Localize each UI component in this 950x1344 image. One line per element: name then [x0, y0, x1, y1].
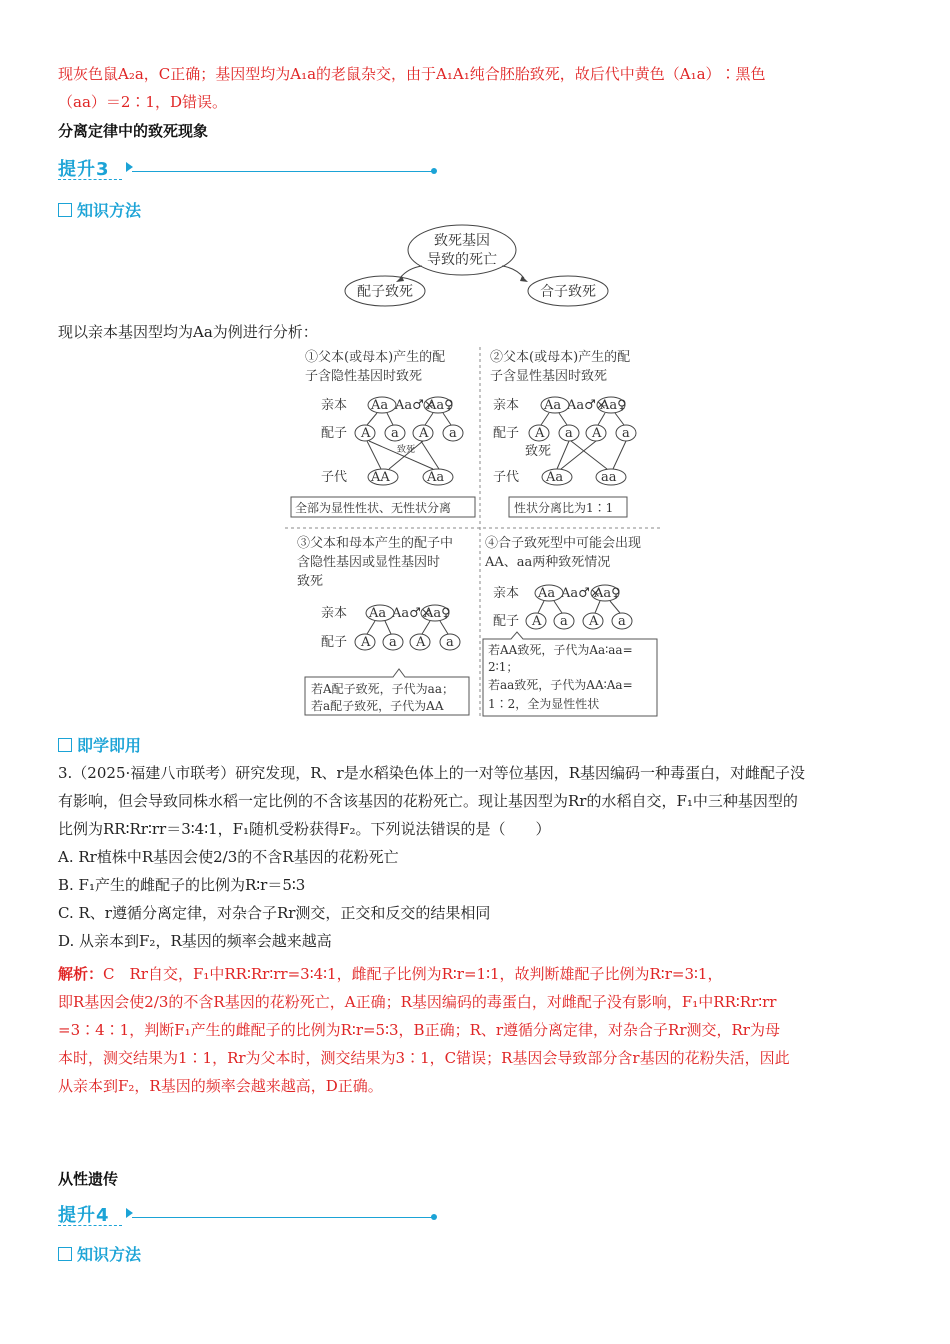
svg-text:Aa: Aa	[369, 606, 387, 621]
p3-box-line1: 若A配子致死，子代为aa；	[311, 682, 454, 696]
lethal-analysis-figure	[285, 345, 665, 720]
svg-text:2∶1；: 2∶1；	[488, 660, 519, 674]
svg-text:aa: aa	[601, 470, 617, 485]
tisheng-label: 提升4	[58, 1205, 110, 1226]
svg-text:A: A	[416, 635, 426, 650]
p1-label-offspring: 子代	[321, 470, 348, 485]
svg-text:含隐性基因或显性基因时: 含隐性基因或显性基因时	[297, 555, 441, 570]
svg-text:亲本: 亲本	[493, 398, 520, 413]
svg-text:致死: 致死	[297, 574, 324, 589]
checkbox-square-icon	[58, 738, 72, 752]
svg-text:a: a	[389, 635, 397, 650]
svg-text:A: A	[535, 426, 545, 441]
svg-text:AA、aa两种致死情况: AA、aa两种致死情况	[485, 555, 611, 570]
option-d: D. 从亲本到F₂，R基因的频率会越来越高	[58, 932, 332, 950]
option-a: A. Rr植株中R基因会使2/3的不含R基因的花粉死亡	[58, 848, 399, 866]
svg-text:Aa♀: Aa♀	[600, 398, 627, 413]
svg-text:1∶2，全为显性性状: 1∶2，全为显性性状	[488, 697, 600, 711]
svg-text:子代: 子代	[493, 470, 520, 485]
svg-text:A: A	[361, 426, 371, 441]
diagram-right-node: 合子致死	[540, 284, 596, 300]
svg-text:a: a	[622, 426, 630, 441]
p1-box-text: 全部为显性性状、无性状分离	[295, 501, 452, 515]
svg-text:Aa♂×: Aa♂×	[392, 606, 432, 621]
svg-text:Aa: Aa	[427, 470, 445, 485]
method-label: 知识方法	[77, 201, 142, 220]
svg-text:若aa致死，子代为AA∶Aa=: 若aa致死，子代为AA∶Aa=	[488, 678, 633, 692]
p1-label-parent: 亲本	[321, 398, 348, 413]
svg-text:亲本: 亲本	[321, 606, 348, 621]
answer-explanation	[58, 960, 898, 1100]
method-heading-2	[58, 1242, 141, 1265]
panel-3	[297, 535, 469, 715]
tisheng-banner-4	[58, 1199, 448, 1229]
diagram-left-node: 配子致死	[357, 284, 413, 300]
svg-text:Aa♂×: Aa♂×	[561, 586, 601, 601]
svg-text:Aa♂×: Aa♂×	[567, 398, 607, 413]
method-label-2: 知识方法	[77, 1245, 142, 1264]
checkbox-square-icon	[58, 203, 72, 217]
question-stem-3: 比例为RR∶Rr∶rr＝3∶4∶1，F₁随机受粉获得F₂。下列说法错误的是（ ）	[58, 820, 551, 838]
svg-text:Aa: Aa	[538, 586, 556, 601]
svg-text:a: a	[446, 635, 454, 650]
svg-text:a: a	[565, 426, 573, 441]
svg-text:亲本: 亲本	[493, 586, 520, 601]
answer-label: 解析：	[58, 965, 104, 983]
svg-text:A: A	[419, 426, 429, 441]
p2-lethal: 致死	[525, 444, 552, 459]
tisheng-banner-3	[58, 153, 448, 183]
answer-line-4: 本时，测交结果为1∶1，Rr为父本时，测交结果为3∶1，C错误；R基因会导致部分含r基因的花粉失活，因此	[58, 1049, 790, 1067]
svg-text:③父本和母本产生的配子中: ③父本和母本产生的配子中	[297, 536, 454, 551]
svg-text:a: a	[391, 426, 399, 441]
svg-text:配子: 配子	[493, 426, 520, 441]
p3-box-line2: 若a配子致死，子代为AA	[311, 699, 444, 713]
panel-4	[483, 535, 657, 716]
svg-text:a: a	[449, 426, 457, 441]
lethal-type-diagram	[330, 222, 630, 310]
svg-text:②父本(或母本)产生的配: ②父本(或母本)产生的配	[490, 350, 631, 365]
svg-text:A: A	[589, 614, 599, 629]
section-title-sex-influenced: 从性遗传	[58, 1170, 119, 1188]
diagram-root-line2: 导致的死亡	[427, 252, 497, 268]
method-heading	[58, 198, 141, 221]
panel-2	[490, 349, 636, 517]
p1-lethal: 致死	[397, 445, 416, 455]
svg-text:A: A	[532, 614, 542, 629]
question-3	[58, 759, 898, 955]
intro-line-1: 现灰色鼠A₂a，C正确；基因型均为A₁a的老鼠杂交，由于A₁A₁纯合胚胎致死，故后代中黄色（A₁a）∶黑色	[58, 65, 766, 83]
apply-label: 即学即用	[77, 736, 142, 755]
svg-text:a: a	[618, 614, 626, 629]
option-b: B. F₁产生的雌配子的比例为R∶r＝5∶3	[58, 876, 306, 894]
svg-text:Aa♀: Aa♀	[427, 398, 454, 413]
svg-text:Aa♀: Aa♀	[594, 586, 621, 601]
svg-text:A: A	[592, 426, 602, 441]
answer-line-3: =3∶4∶1，判断F₁产生的雌配子的比例为R∶r=5∶3，B正确；R、r遵循分离定律，对杂合子Rr测交，Rr为母	[58, 1021, 780, 1039]
section-title-lethal: 分离定律中的致死现象	[58, 122, 209, 140]
analysis-intro: 现以亲本基因型均为Aa为例进行分析：	[58, 323, 318, 341]
svg-text:Aa: Aa	[546, 470, 564, 485]
svg-text:A: A	[361, 635, 371, 650]
answer-line-5: 从亲本到F₂，R基因的频率会越来越高，D正确。	[58, 1077, 383, 1095]
p1-label-gamete: 配子	[321, 426, 348, 441]
p2-box-text: 性状分离比为1∶1	[514, 501, 614, 515]
svg-text:④合子致死型中可能会出现: ④合子致死型中可能会出现	[485, 536, 642, 551]
svg-text:Aa: Aa	[544, 398, 562, 413]
p1-title-2: 子含隐性基因时致死	[305, 369, 423, 384]
svg-text:Aa♀: Aa♀	[424, 606, 451, 621]
svg-text:a: a	[560, 614, 568, 629]
panel-1	[291, 349, 475, 517]
option-c: C. R、r遵循分离定律，对杂合子Rr测交，正交和反交的结果相同	[58, 904, 491, 922]
svg-text:子含显性基因时致死: 子含显性基因时致死	[490, 369, 608, 384]
apply-heading	[58, 733, 141, 756]
diagram-root-line1: 致死基因	[434, 233, 490, 249]
answer-line-2: 即R基因会使2/3的不含R基因的花粉死亡，A正确；R基因编码的毒蛋白，对雌配子没有影响，F₁中RR∶Rr∶rr	[58, 993, 777, 1011]
svg-text:Aa: Aa	[371, 398, 389, 413]
intro-line-2: （aa）＝2∶1，D错误。	[58, 93, 227, 111]
svg-text:若AA致死，子代为Aa∶aa=: 若AA致死，子代为Aa∶aa=	[488, 643, 633, 657]
question-stem-2: 有影响，但会导致同株水稻一定比例的不含该基因的花粉死亡。现让基因型为Rr的水稻自交，F₁中三种基因型的	[58, 792, 798, 810]
checkbox-square-icon	[58, 1247, 72, 1261]
svg-text:配子: 配子	[321, 635, 348, 650]
question-stem-1: 3.（2025·福建八市联考）研究发现，R、r是水稻染色体上的一对等位基因，R基因编码一种毒蛋白，对雌配子没	[58, 764, 806, 782]
answer-line-1: C Rr自交，F₁中RR∶Rr∶rr=3∶4∶1，雌配子比例为R∶r=1∶1，故判断雄配子比例为R∶r=3∶1，	[103, 965, 723, 983]
tisheng-label: 提升3	[58, 159, 110, 180]
svg-text:AA: AA	[371, 470, 390, 485]
intro-paragraph	[58, 60, 898, 116]
p1-title-1: ①父本(或母本)产生的配	[305, 350, 446, 365]
svg-text:Aa♂×: Aa♂×	[395, 398, 435, 413]
svg-text:配子: 配子	[493, 614, 520, 629]
